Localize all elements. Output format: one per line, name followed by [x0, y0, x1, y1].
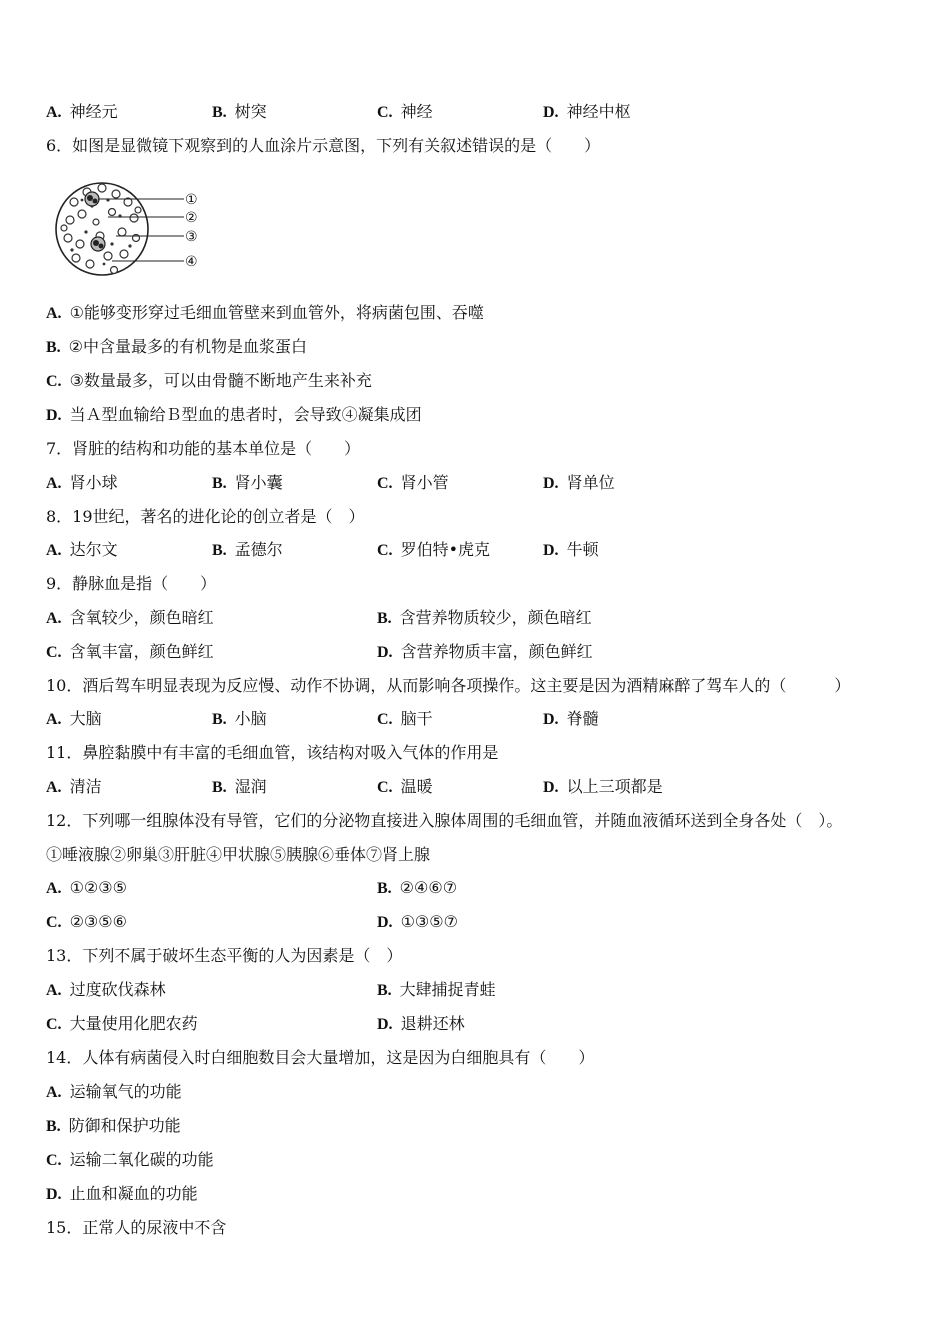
q8-option-a: A. 达尔文 — [46, 540, 118, 559]
q5-option-c: C. 神经 — [377, 102, 433, 121]
q6-option-d: D. 当Ａ型血输给Ｂ型血的患者时，会导致④凝集成团 — [46, 405, 422, 424]
q14-stem: 14．人体有病菌侵入时白细胞数目会大量增加，这是因为白细胞具有（ ） — [46, 1048, 595, 1067]
q12-stem: 12．下列哪一组腺体没有导管，它们的分泌物直接进入腺体周围的毛细血管，并随血液循环送到全身各处（ ）。 — [46, 811, 843, 830]
blood-smear-figure — [52, 172, 212, 290]
q9-option-c: C. 含氧丰富，颜色鲜红 — [46, 642, 214, 661]
q13-stem: 13．下列不属于破坏生态平衡的人为因素是（ ） — [46, 946, 403, 965]
q6-option-c: C. ③数量最多，可以由骨髓不断地产生来补充 — [46, 371, 372, 390]
q14-option-a: A. 运输氧气的功能 — [46, 1082, 182, 1101]
q10-option-d: D. 脊髓 — [543, 709, 599, 728]
q13-option-a: A. 过度砍伐森林 — [46, 980, 166, 999]
q8-option-c: C. 罗伯特•虎克 — [377, 540, 491, 559]
q9-option-b: B. 含营养物质较少，颜色暗红 — [377, 608, 592, 627]
q5-option-b: B. 树突 — [212, 102, 267, 121]
q7-stem: 7．肾脏的结构和功能的基本单位是（ ） — [46, 439, 361, 458]
q10-option-a: A. 大脑 — [46, 709, 102, 728]
q10-option-b: B. 小脑 — [212, 709, 267, 728]
q15-stem: 15．正常人的尿液中不含 — [46, 1218, 227, 1237]
q14-option-d: D. 止血和凝血的功能 — [46, 1184, 198, 1203]
q13-option-c: C. 大量使用化肥农药 — [46, 1014, 198, 1033]
q8-stem: 8．19世纪，著名的进化论的创立者是（ ） — [46, 507, 365, 526]
q11-option-d: D. 以上三项都是 — [543, 777, 663, 796]
q12-option-c: C. ②③⑤⑥ — [46, 912, 127, 931]
q11-option-a: A. 清洁 — [46, 777, 102, 796]
q13-option-b: B. 大肆捕捉青蛙 — [377, 980, 496, 999]
q5-option-a: A. 神经元 — [46, 102, 118, 121]
q7-option-a: A. 肾小球 — [46, 473, 118, 492]
q11-option-c: C. 温暖 — [377, 777, 433, 796]
marker-3: ③ — [185, 229, 198, 245]
q6-option-b: B. ②中含量最多的有机物是血浆蛋白 — [46, 337, 308, 356]
q6-stem: 6．如图是显微镜下观察到的人血涂片示意图，下列有关叙述错误的是（ ） — [46, 136, 601, 155]
q12-option-a: A. ①②③⑤ — [46, 878, 127, 897]
q10-option-c: C. 脑干 — [377, 709, 433, 728]
q12-option-d: D. ①③⑤⑦ — [377, 912, 458, 931]
q12-option-b: B. ②④⑥⑦ — [377, 878, 458, 897]
q12-gland-list: ①唾液腺②卵巢③肝脏④甲状腺⑤胰腺⑥垂体⑦肾上腺 — [46, 845, 431, 864]
marker-4: ④ — [185, 254, 198, 270]
q7-option-c: C. 肾小管 — [377, 473, 449, 492]
q10-stem: 10．酒后驾车明显表现为反应慢、动作不协调，从而影响各项操作。这主要是因为酒精麻醉了驾车人的（ ） — [46, 676, 851, 695]
q7-option-b: B. 肾小囊 — [212, 473, 283, 492]
q13-option-d: D. 退耕还林 — [377, 1014, 465, 1033]
q11-option-b: B. 湿润 — [212, 777, 267, 796]
q7-option-d: D. 肾单位 — [543, 473, 615, 492]
q8-option-d: D. 牛顿 — [543, 540, 599, 559]
marker-2: ② — [185, 210, 198, 226]
marker-1: ① — [185, 192, 198, 208]
q9-option-a: A. 含氧较少，颜色暗红 — [46, 608, 214, 627]
q6-option-a: A. ①能够变形穿过毛细血管壁来到血管外，将病菌包围、吞噬 — [46, 303, 484, 322]
q8-option-b: B. 孟德尔 — [212, 540, 283, 559]
q9-option-d: D. 含营养物质丰富，颜色鲜红 — [377, 642, 593, 661]
q11-stem: 11．鼻腔黏膜中有丰富的毛细血管，该结构对吸入气体的作用是 — [46, 743, 499, 762]
q9-stem: 9．静脉血是指（ ） — [46, 574, 217, 593]
q14-option-b: B. 防御和保护功能 — [46, 1116, 181, 1135]
q5-option-d: D. 神经中枢 — [543, 102, 631, 121]
q14-option-c: C. 运输二氧化碳的功能 — [46, 1150, 214, 1169]
